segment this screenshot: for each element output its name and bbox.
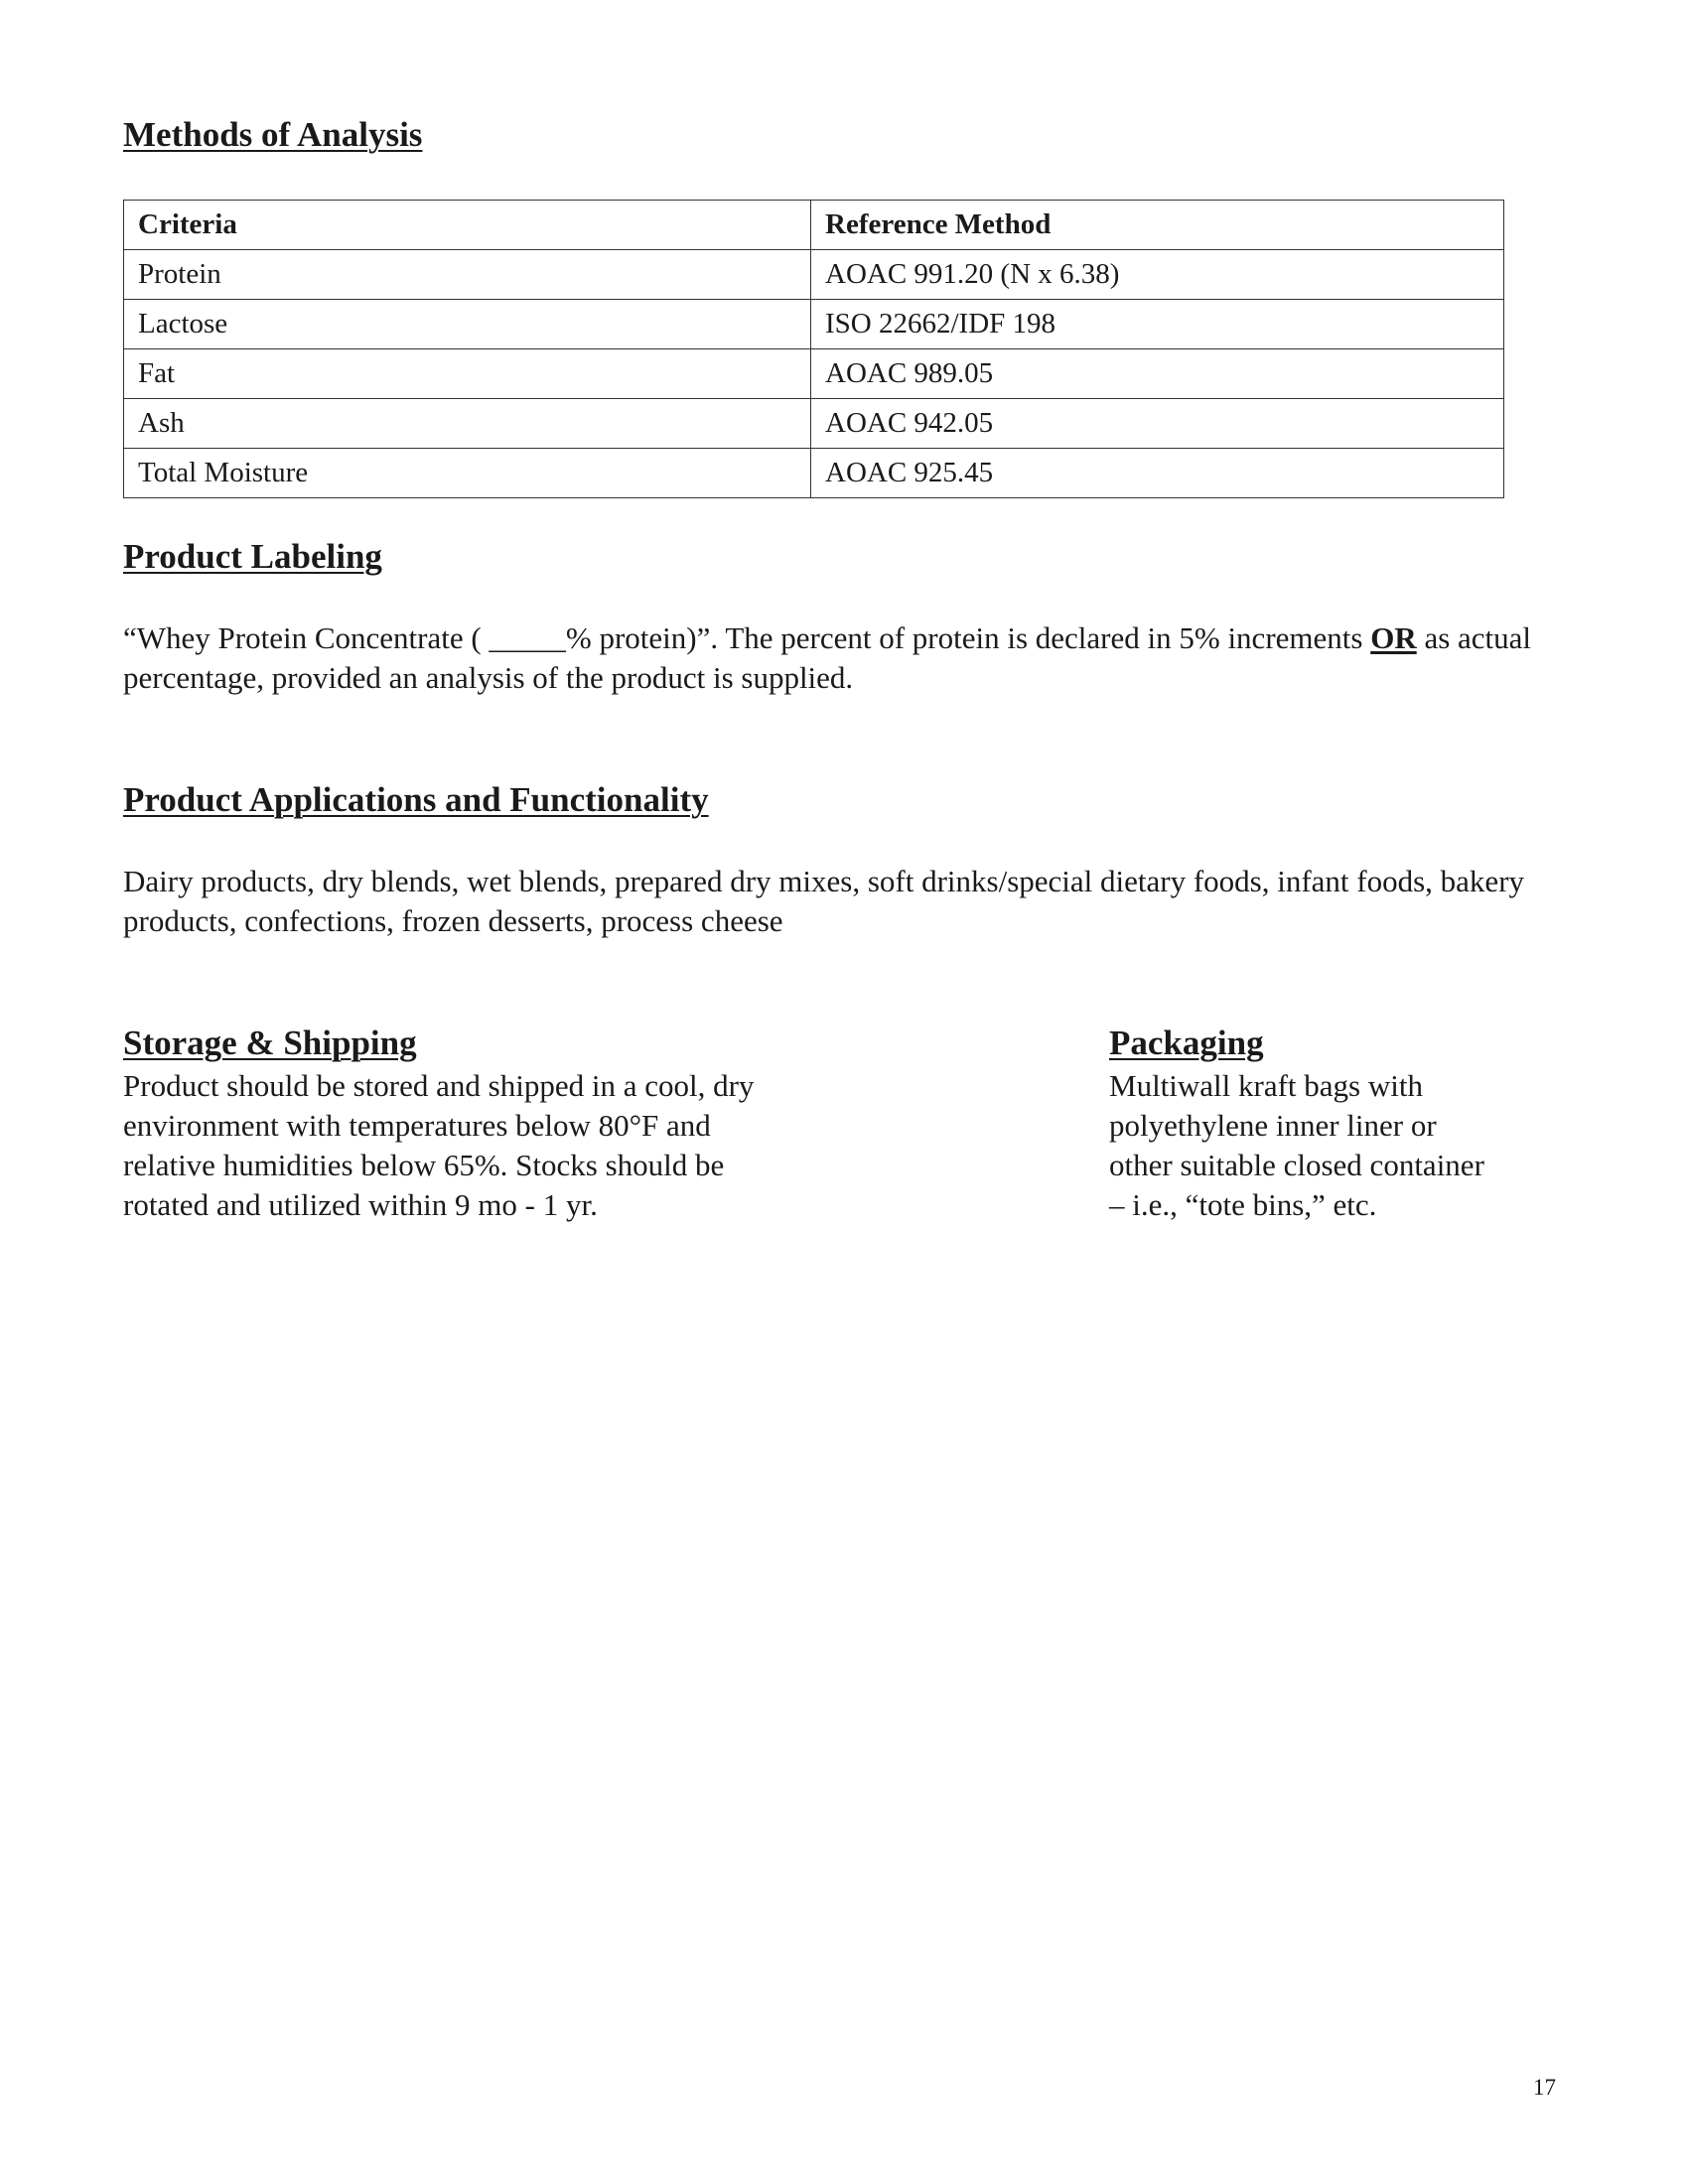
criteria-column-header: Criteria <box>124 201 811 250</box>
table-row <box>124 449 1504 498</box>
reference-method-column-header: Reference Method <box>811 201 1504 250</box>
labeling-paragraph <box>123 618 1573 698</box>
method-cell: ISO 22662/IDF 198 <box>811 300 1504 349</box>
table-row <box>124 349 1504 399</box>
page-number: 17 <box>1533 2075 1556 2100</box>
method-cell: AOAC 942.05 <box>811 399 1504 449</box>
methods-table <box>123 200 1504 498</box>
table-header-row <box>124 201 1504 250</box>
storage-heading: Storage & Shipping <box>123 1024 417 1062</box>
table-row <box>124 399 1504 449</box>
labeling-text-before: “Whey Protein Concentrate ( _____% protein)”. The percent of protein is declared in 5% increments <box>123 620 1371 655</box>
criteria-cell: Ash <box>124 399 811 449</box>
applications-heading: Product Applications and Functionality <box>123 780 709 819</box>
criteria-cell: Total Moisture <box>124 449 811 498</box>
labeling-text-after: as actual percentage, provided an analysis of the product is supplied. <box>123 620 1532 695</box>
criteria-cell: Protein <box>124 250 811 300</box>
labeling-or-emphasis: OR <box>1370 620 1417 655</box>
table-row <box>124 300 1504 349</box>
storage-paragraph: Product should be stored and shipped in a cool, dry environment with temperatures below 80°F and relative humidities below 65%. Stocks should be rotated and utilized within 9 mo - 1 yr. <box>123 1068 755 1222</box>
method-cell: AOAC 925.45 <box>811 449 1504 498</box>
packaging-heading: Packaging <box>1109 1024 1264 1062</box>
labeling-heading: Product Labeling <box>123 537 382 576</box>
criteria-cell: Lactose <box>124 300 811 349</box>
table-row <box>124 250 1504 300</box>
methods-heading: Methods of Analysis <box>123 115 423 154</box>
method-cell: AOAC 991.20 (N x 6.38) <box>811 250 1504 300</box>
applications-paragraph: Dairy products, dry blends, wet blends, prepared dry mixes, soft drinks/special dietary foods, infant foods, bakery products, confections, frozen desserts, process cheese <box>123 864 1525 938</box>
packaging-paragraph: Multiwall kraft bags with polyethylene inner liner or other suitable closed container – i.e., “tote bins,” etc. <box>1109 1068 1484 1222</box>
criteria-cell: Fat <box>124 349 811 399</box>
method-cell: AOAC 989.05 <box>811 349 1504 399</box>
